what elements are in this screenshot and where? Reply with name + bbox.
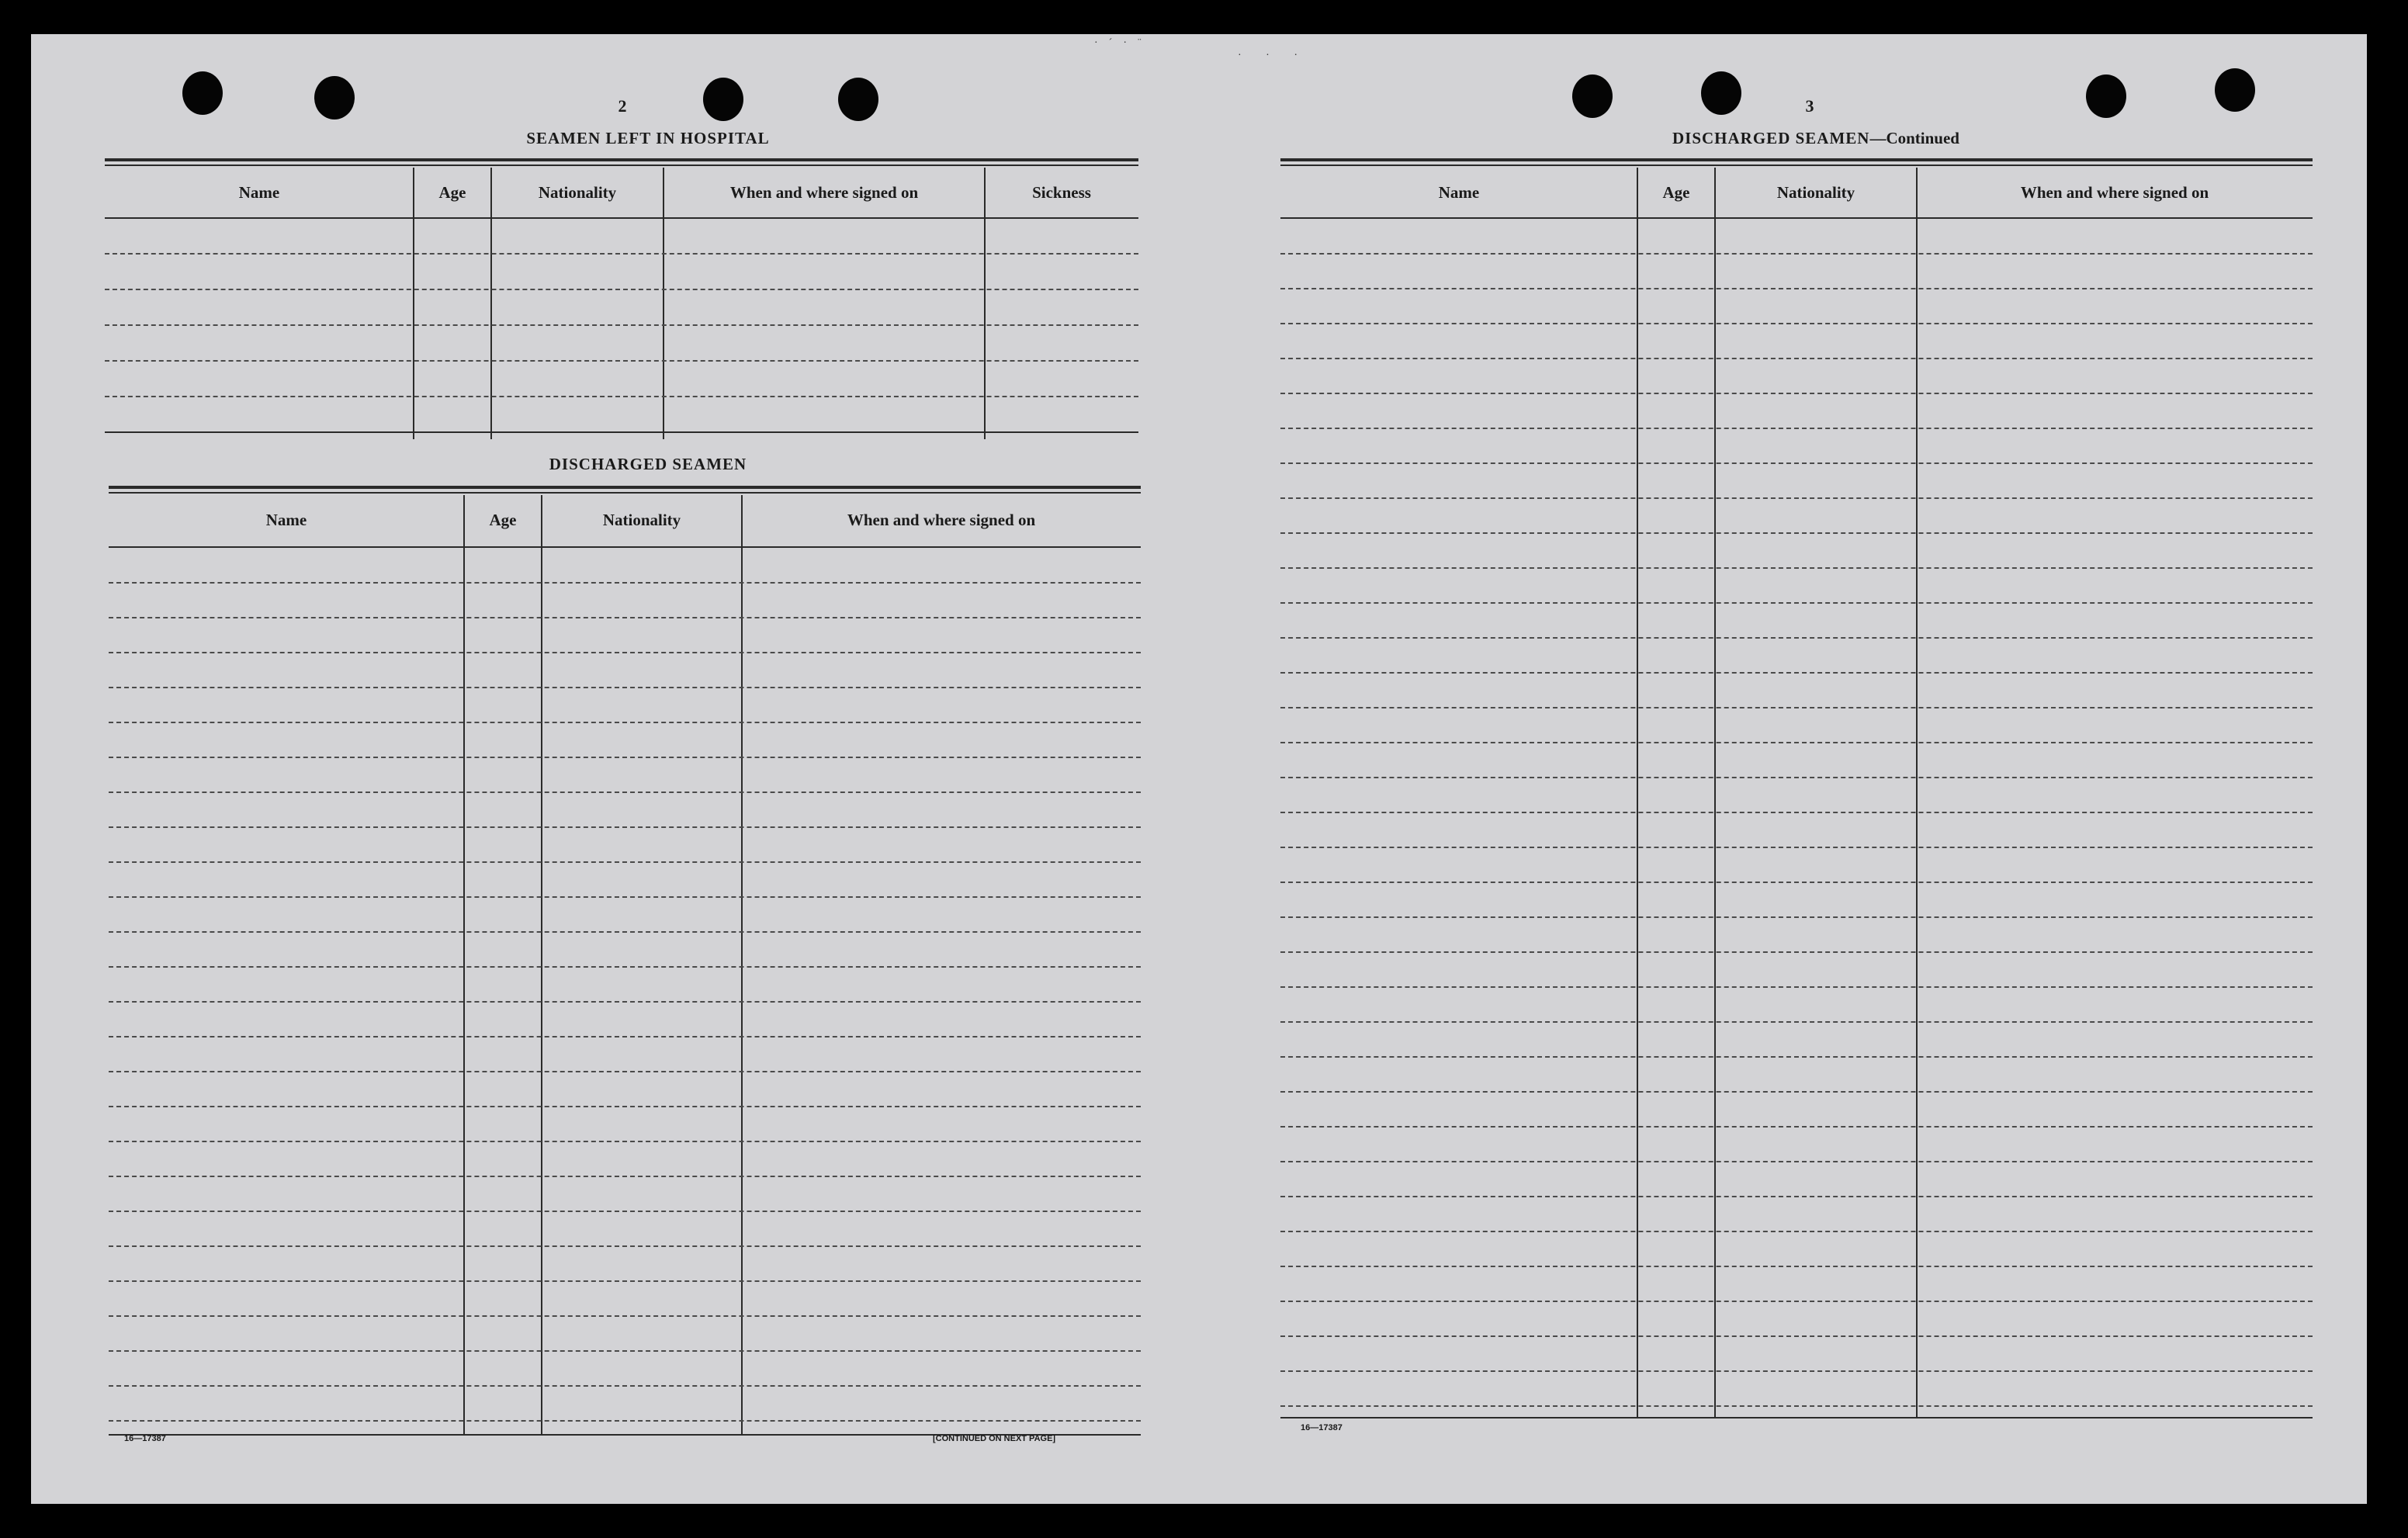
discharged-continued-title — [1583, 129, 2049, 148]
column-header-signed-on: When and where signed on — [729, 182, 919, 202]
hospital-table — [105, 158, 1138, 469]
column-header-name: Name — [238, 182, 280, 202]
column-header-nationality: Nationality — [1776, 182, 1855, 202]
discharged-section-title: DISCHARGED SEAMEN — [549, 455, 747, 473]
column-header-signed-on: When and where signed on — [847, 510, 1036, 529]
column-header-nationality: Nationality — [538, 182, 617, 202]
ink-specks: ·´·¨ — [1094, 37, 1152, 49]
punch-hole — [314, 76, 355, 120]
continued-note: [CONTINUED ON NEXT PAGE] — [933, 1434, 1056, 1443]
column-header-name: Name — [265, 510, 307, 529]
column-header-age: Age — [489, 510, 517, 529]
column-header-age: Age — [1662, 182, 1690, 202]
document-sheet — [31, 34, 2367, 1504]
punch-hole — [703, 78, 743, 121]
page-number-left: 2 — [618, 96, 627, 116]
hospital-section-title: SEAMEN LEFT IN HOSPITAL — [526, 129, 770, 147]
column-header-signed-on: When and where signed on — [2020, 182, 2209, 202]
column-header-nationality: Nationality — [602, 510, 681, 529]
punch-hole — [1701, 71, 1741, 115]
punch-hole — [838, 78, 878, 121]
discharged-table-right — [1280, 158, 2313, 1431]
punch-hole — [2215, 68, 2255, 112]
title-suffix: —Continued — [1869, 129, 1959, 147]
punch-hole — [182, 71, 223, 115]
form-number-left: 16—17387 — [124, 1434, 166, 1443]
discharged-table-left — [109, 486, 1141, 1464]
column-header-age: Age — [438, 182, 466, 202]
ink-specks: · · · — [1238, 50, 1308, 61]
title-main: DISCHARGED SEAMEN — [1672, 129, 1870, 147]
page-number-right: 3 — [1805, 96, 1814, 116]
column-header-name: Name — [1438, 182, 1480, 202]
punch-hole — [1572, 74, 1613, 118]
form-number-right: 16—17387 — [1301, 1423, 1343, 1432]
column-header-sickness: Sickness — [1032, 182, 1091, 202]
punch-hole — [2086, 74, 2126, 118]
